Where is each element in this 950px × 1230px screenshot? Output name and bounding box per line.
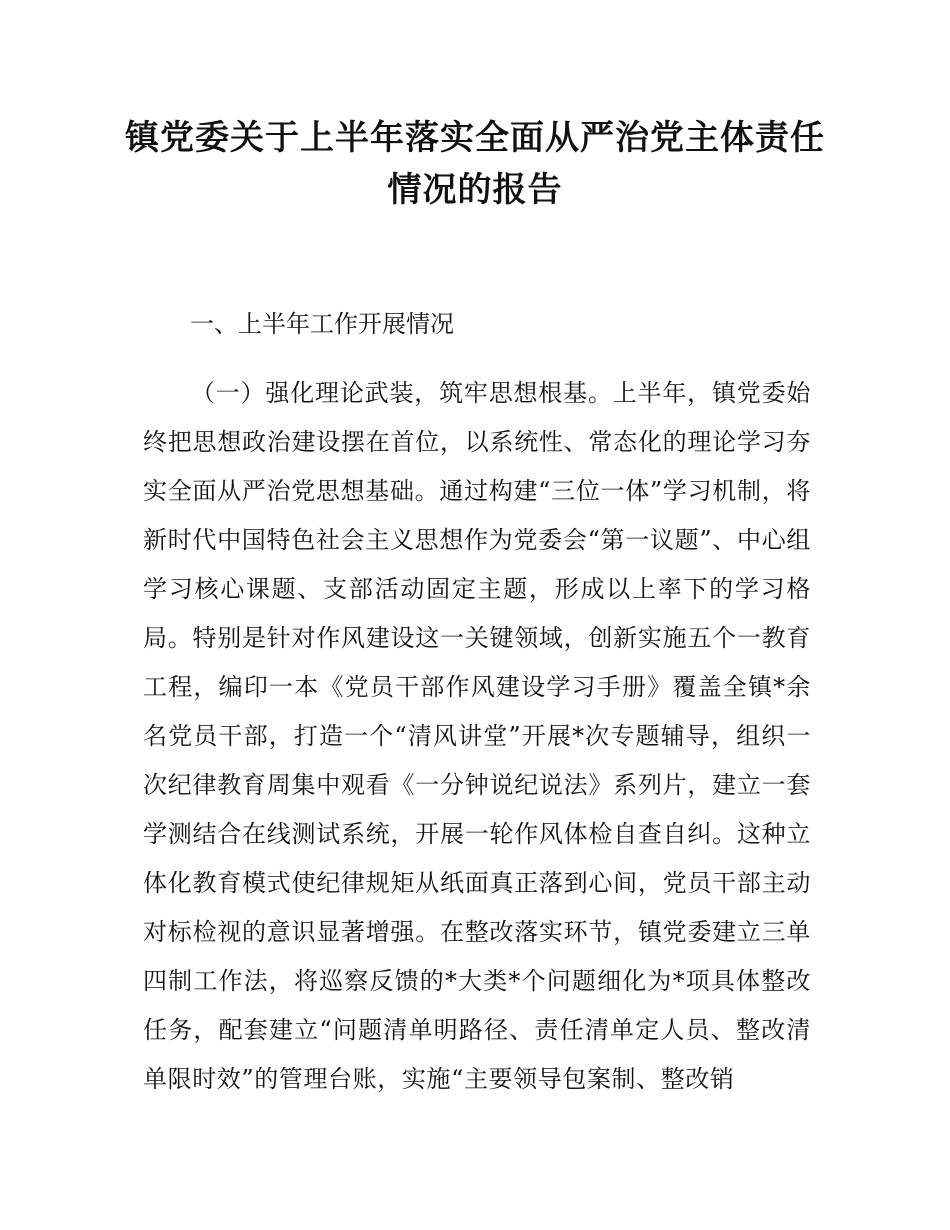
paragraph-body: 上半年，镇党委始终把思想政治建设摆在首位，以系统性、常态化的理论学习夯实全面从严治党思想基础。通过构建“三位一体”学习机制，将新时代中国特色社会主义思想作为党委会“第一议题”、中心组学习核心课题、支部活动固定主题，形成以上率下的学习格局。特别是针对作风建设这一关键领域，创新实施五个一教育工程，编印一本《党员干部作风建设学习手册》覆盖全镇*余名党员干部，打造一个“清风讲堂”开展*次专题辅导，组织一次纪律教育周集中观看《一分钟说纪说法》系列片，建立一套学测结合在线测试系统，开展一轮作风体检自查自纠。这种立体化教育模式使纪律规矩从纸面真正落到心间，党员干部主动对标检视的意识显著增强。在整改落实环节，镇党委建立三单四制工作法，将巡察反馈的*大类*个问题细化为*项具体整改任务，配套建立“问题清单明路径、责任清单定人员、整改清单限时效”的管理台账，实施“主要领导包案制、整改销 <box>143 379 811 1093</box>
paragraph-lead: （一）强化理论武装，筑牢思想根基。 <box>191 379 613 407</box>
body-paragraph <box>143 369 811 1104</box>
section-heading: 一、上半年工作开展情况 <box>190 310 454 338</box>
document-title: 镇党委关于上半年落实全面从严治党主体责任情况的报告 <box>125 118 825 210</box>
